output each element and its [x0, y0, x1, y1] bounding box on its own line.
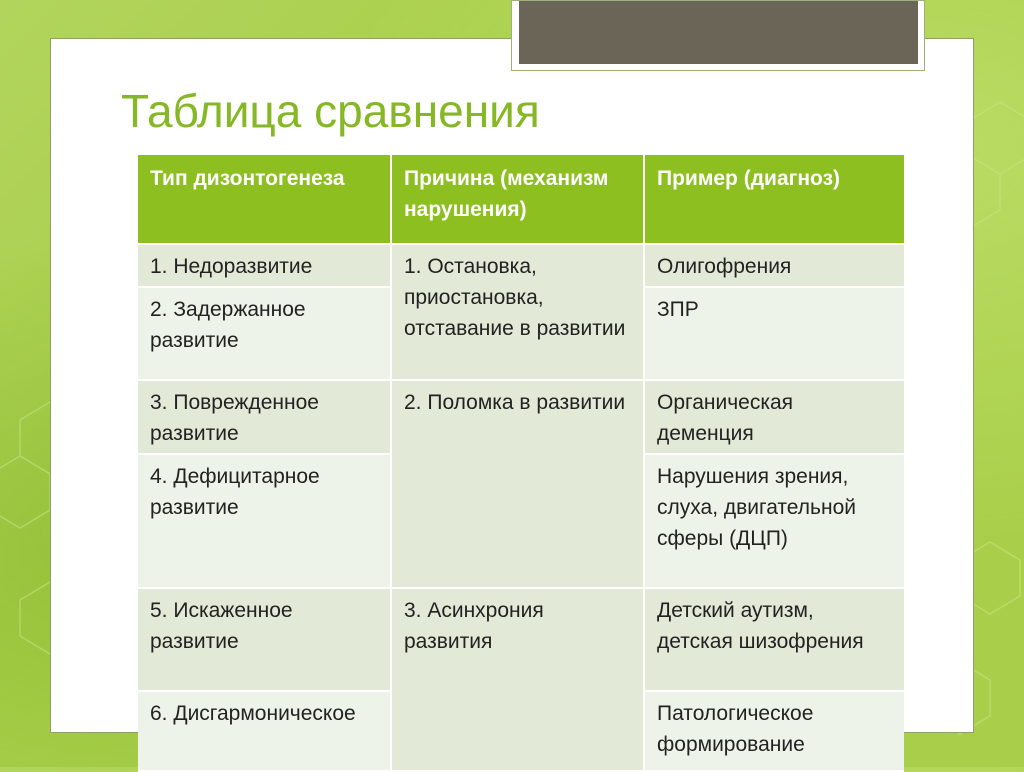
table-header-row	[138, 155, 904, 245]
header-decoration-fill	[519, 1, 918, 64]
type-cell: 4. Дефицитарное развитие	[138, 455, 392, 589]
example-cell: Нарушения зрения, слуха, двигательной сферы (ДЦП)	[645, 455, 904, 589]
type-cell: 1. Недоразвитие	[138, 245, 392, 288]
comparison-table	[138, 155, 904, 772]
header-type: Тип дизонтогенеза	[138, 155, 392, 245]
slide-title: Таблица сравнения	[121, 85, 540, 137]
cause-cell: 2. Поломка в развитии	[392, 381, 645, 589]
header-example: Пример (диагноз)	[645, 155, 904, 245]
example-cell: Органическая деменция	[645, 381, 904, 455]
example-cell: Олигофрения	[645, 245, 904, 288]
type-cell: 6. Дисгармоническое	[138, 692, 392, 772]
example-cell: Детский аутизм, детская шизофрения	[645, 589, 904, 692]
example-cell: ЗПР	[645, 288, 904, 381]
header-decoration-box	[511, 0, 925, 71]
type-cell: 3. Поврежденное развитие	[138, 381, 392, 455]
type-cell: 2. Задержанное развитие	[138, 288, 392, 381]
example-cell: Патологическое формирование	[645, 692, 904, 772]
type-cell: 5. Искаженное развитие	[138, 589, 392, 692]
cause-cell: 1. Остановка, приостановка, отставание в развитии	[392, 245, 645, 381]
cause-cell: 3. Асинхрония развития	[392, 589, 645, 772]
table-row	[138, 245, 904, 288]
table-row	[138, 589, 904, 692]
table-row	[138, 381, 904, 455]
header-cause: Причина (механизм нарушения)	[392, 155, 645, 245]
